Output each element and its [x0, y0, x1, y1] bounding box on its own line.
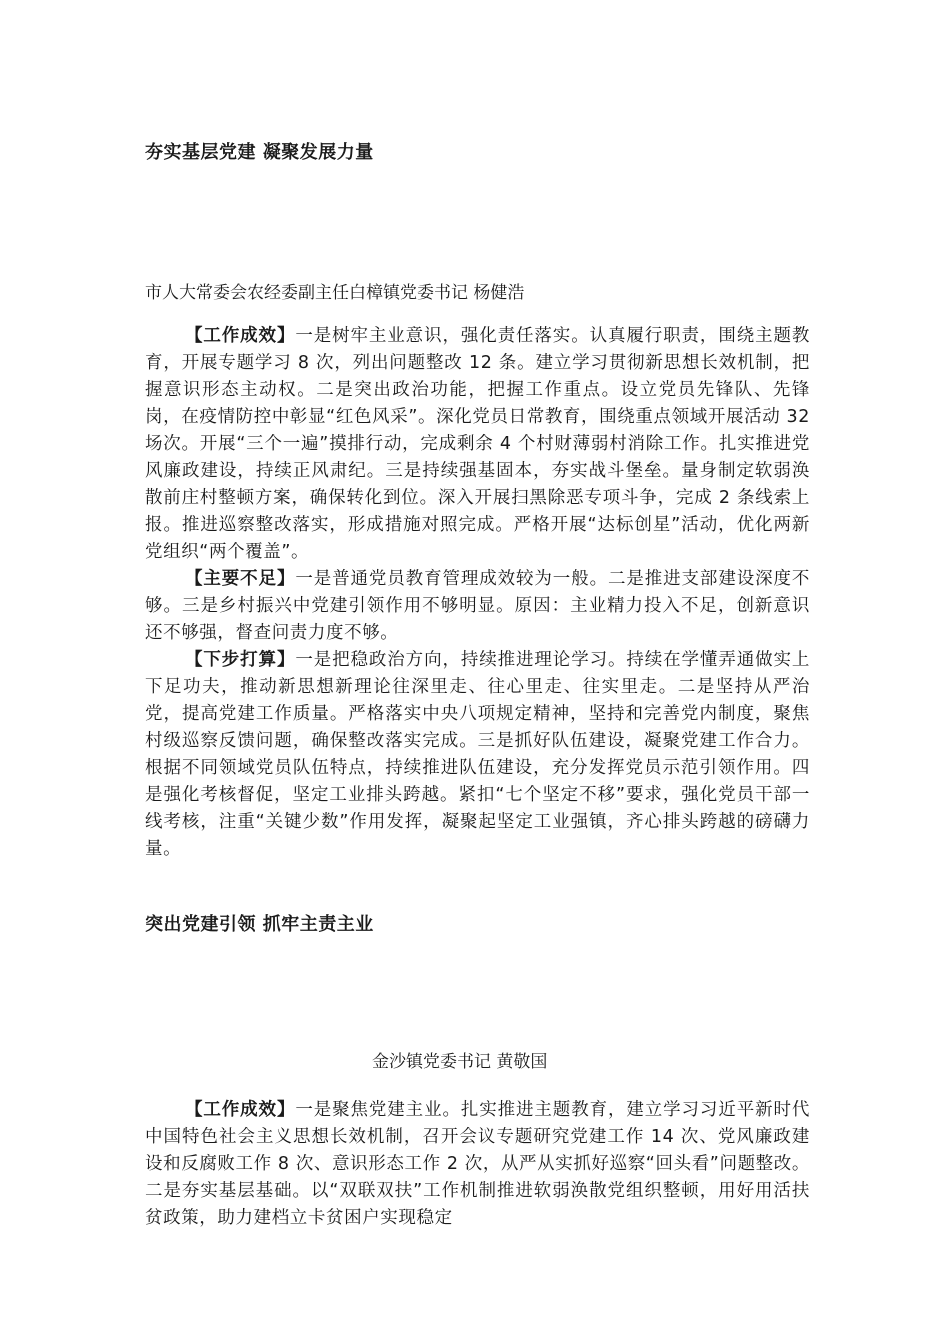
- article-1-paragraph-next-steps: [145, 647, 810, 863]
- article-1-title: 夯实基层党建 凝聚发展力量: [145, 142, 374, 163]
- article-1-body: [145, 323, 810, 863]
- article-1-paragraph-achievements: [145, 323, 810, 566]
- article-2-body: [145, 1097, 810, 1232]
- paragraph-label: 【工作成效】: [185, 326, 296, 346]
- paragraph-text: 一是聚焦党建主业。扎实推进主题教育，建立学习习近平新时代中国特色社会主义思想长效机制，召开会议专题研究党建工作 14 次、党风廉政建设和反腐败工作 8 次、意识形态工作 2 次，从严从实抓好巡察“回头看”问题整改。二是夯实基层基础。以“双联双扶”工作机制推进软弱涣散党组织整顿，用好用活扶贫政策，助力建档立卡贫困户实现稳定: [145, 1100, 810, 1228]
- paragraph-text: 一是把稳政治方向，持续推进理论学习。持续在学懂弄通做实上下足功夫，推动新思想新理论往深里走、往心里走、往实里走。二是坚持从严治党，提高党建工作质量。严格落实中央八项规定精神，坚持和完善党内制度，聚焦村级巡察反馈问题，确保整改落实完成。三是抓好队伍建设，凝聚党建工作合力。根据不同领域党员队伍特点，持续推进队伍建设，充分发挥党员示范引领作用。四是强化考核督促，坚定工业排头跨越。紧扣“七个坚定不移”要求，强化党员干部一线考核，注重“关键少数”作用发挥，凝聚起坚定工业强镇，齐心排头跨越的磅礴力量。: [145, 650, 810, 859]
- paragraph-label: 【主要不足】: [185, 569, 296, 589]
- article-1-byline: 市人大常委会农经委副主任白樟镇党委书记 杨健浩: [145, 283, 525, 303]
- article-2-byline: 金沙镇党委书记 黄敬国: [372, 1052, 548, 1072]
- article-2-paragraph-achievements: [145, 1097, 810, 1232]
- paragraph-text: 一是树牢主业意识，强化责任落实。认真履行职责，围绕主题教育，开展专题学习 8 次，列出问题整改 12 条。建立学习贯彻新思想长效机制，把握意识形态主动权。二是突出政治功能，把握工作重点。设立党员先锋队、先锋岗，在疫情防控中彰显“红色风采”。深化党员日常教育，围绕重点领域开展活动 32 场次。开展“三个一遍”摸排行动，完成剩余 4 个村财薄弱村消除工作。扎实推进党风廉政建设，持续正风肃纪。三是持续强基固本，夯实战斗堡垒。量身制定软弱涣散前庄村整顿方案，确保转化到位。深入开展扫黑除恶专项斗争，完成 2 条线索上报。推进巡察整改落实，形成措施对照完成。严格开展“达标创星”活动，优化两新党组织“两个覆盖”。: [145, 326, 810, 562]
- article-1-paragraph-shortcomings: [145, 566, 810, 647]
- paragraph-label: 【工作成效】: [185, 1100, 296, 1120]
- article-2-title: 突出党建引领 抓牢主责主业: [145, 914, 374, 935]
- paragraph-text: 一是普通党员教育管理成效较为一般。二是推进支部建设深度不够。三是乡村振兴中党建引领作用不够明显。原因：主业精力投入不足，创新意识还不够强，督查问责力度不够。: [145, 569, 810, 643]
- paragraph-label: 【下步打算】: [185, 650, 296, 670]
